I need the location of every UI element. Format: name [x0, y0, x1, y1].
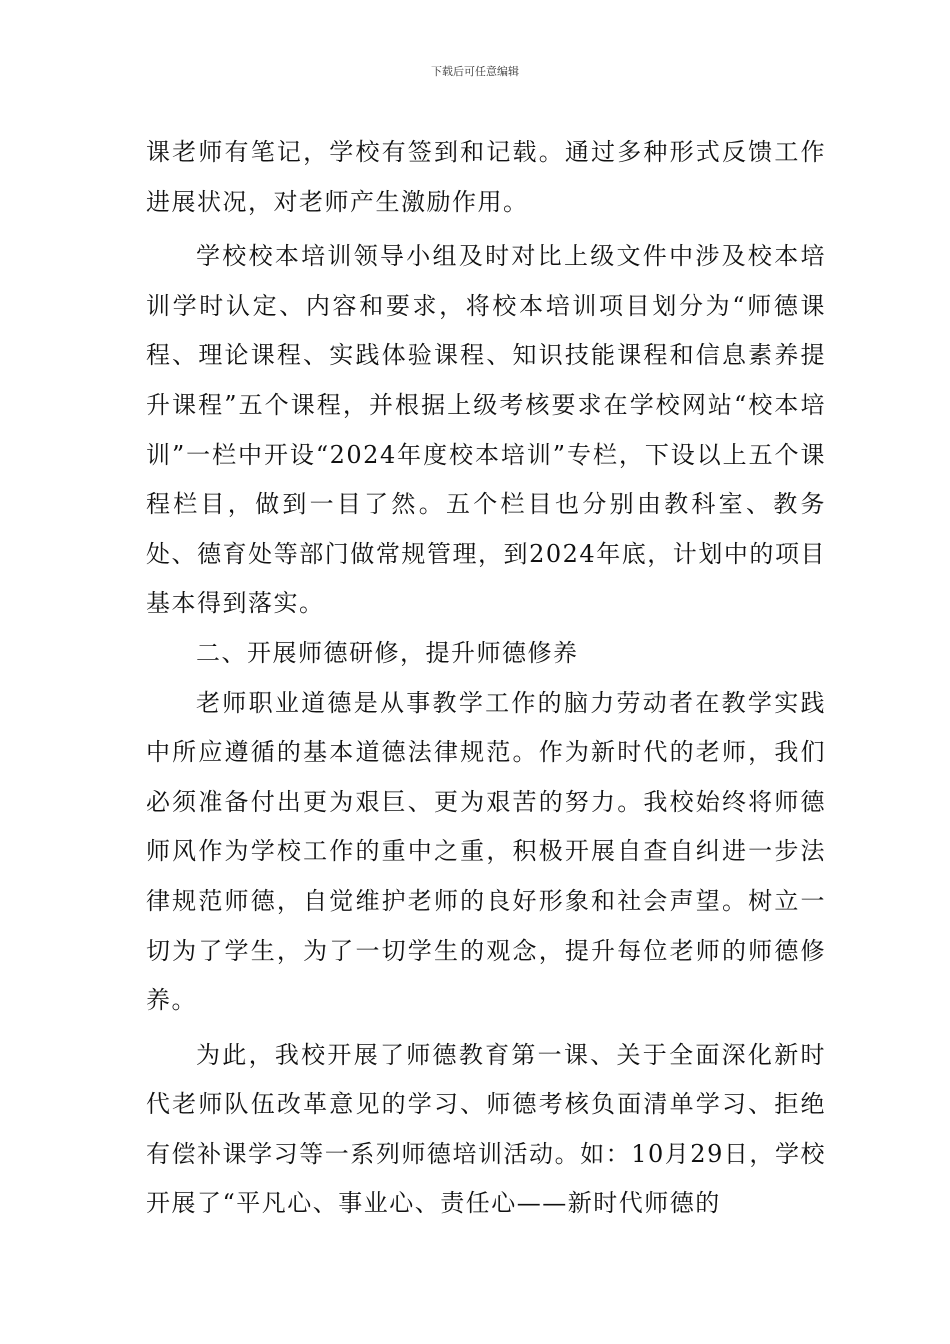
document-body	[146, 128, 826, 1229]
section-heading: 二、开展师德研修，提升师德修养	[196, 638, 579, 667]
paragraph-continuation: 课老师有笔记，学校有签到和记载。通过多种形式反馈工作进展状况，对老师产生激励作用。	[146, 138, 826, 216]
paragraph-ethics: 老师职业道德是从事教学工作的脑力劳动者在教学实践中所应遵循的基本道德法律规范。作为新时代的老师，我们必须准备付出更为艰巨、更为艰苦的努力。我校始终将师德师风作为学校工作的重中之重，积极开展自查自纠进一步法律规范师德，自觉维护老师的良好形象和社会声望。树立一切为了学生，为了一切学生的观念，提升每位老师的师德修养。	[146, 688, 826, 1015]
paragraph-activities: 为此，我校开展了师德教育第一课、关于全面深化新时代老师队伍改革意见的学习、师德考核负面清单学习、拒绝有偿补课学习等一系列师德培训活动。如：10月29日，学校开展了“平凡心、事业心、责任心——新时代师德的	[146, 1040, 826, 1218]
paragraph-training-courses: 学校校本培训领导小组及时对比上级文件中涉及校本培训学时认定、内容和要求，将校本培训项目划分为“师德课程、理论课程、实践体验课程、知识技能课程和信息素养提升课程”五个课程，并根据上级考核要求在学校网站“校本培训”一栏中开设“2024年度校本培训”专栏，下设以上五个课程栏目，做到一目了然。五个栏目也分别由教科室、教务处、德育处等部门做常规管理，到2024年底，计划中的项目基本得到落实。	[146, 242, 826, 618]
page-header: 下载后可任意编辑	[431, 65, 519, 78]
